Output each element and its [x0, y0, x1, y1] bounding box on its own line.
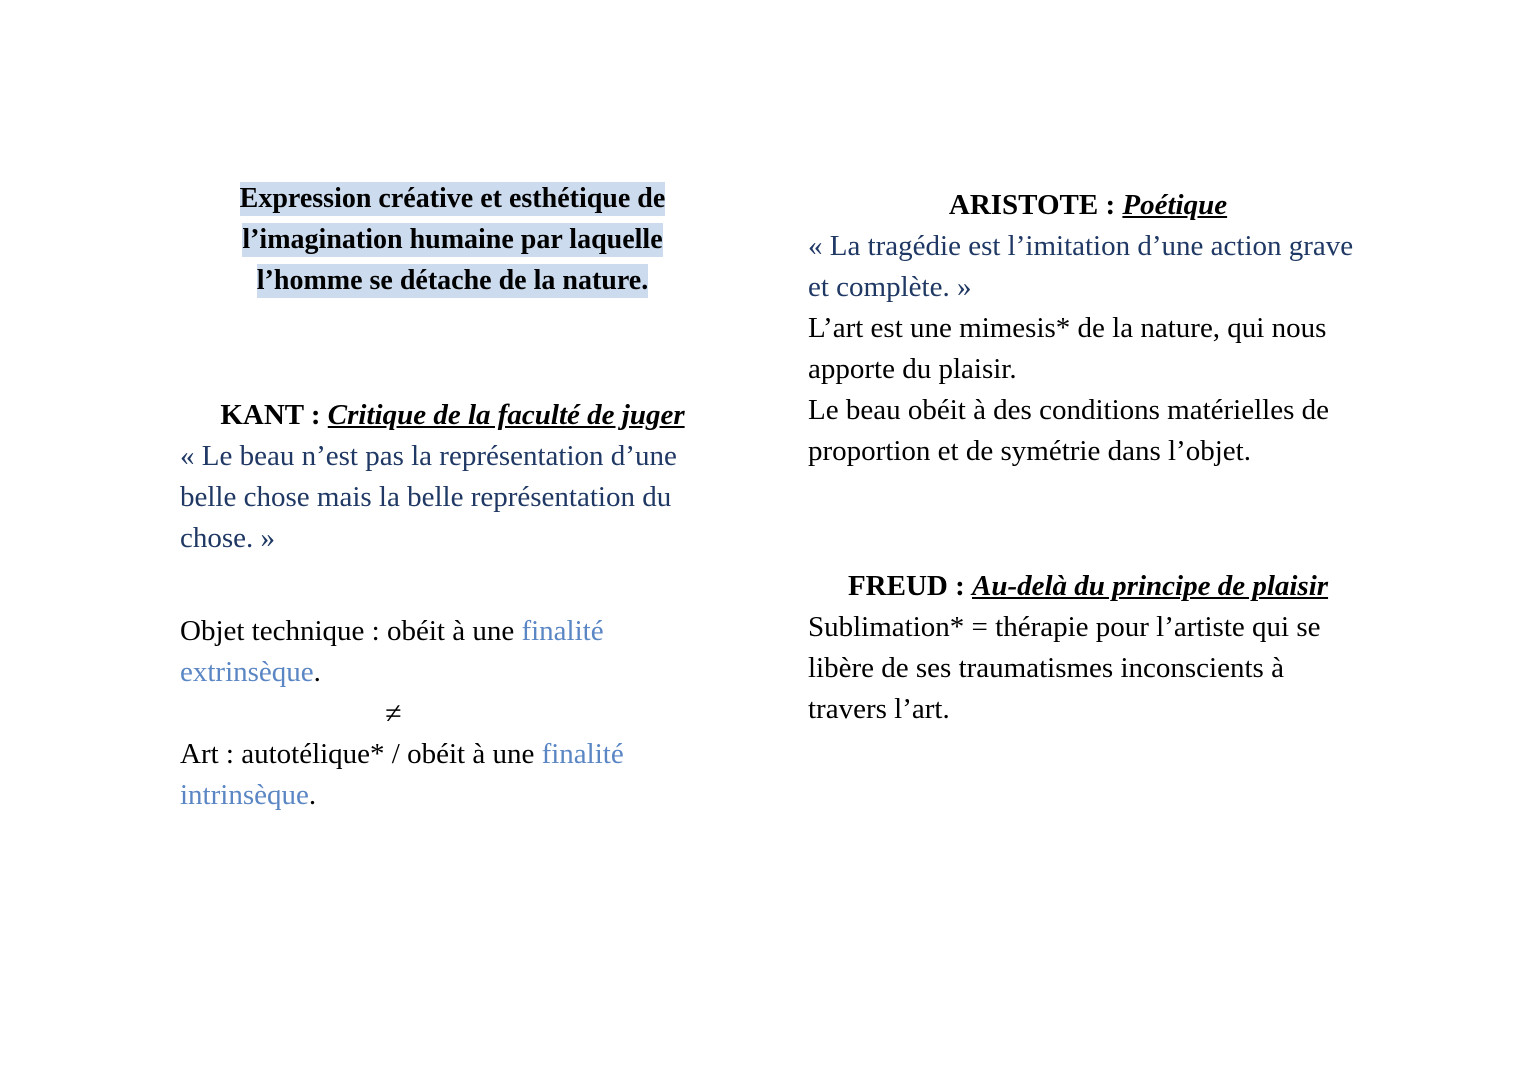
- aristote-author-label: ARISTOTE :: [948, 189, 1116, 221]
- finality-intrinsic-term: finalité intrinsèque: [180, 738, 624, 811]
- freud-section: [808, 566, 1368, 730]
- technical-object-prefix: Objet technique : obéit à une: [180, 615, 522, 647]
- spacer: [808, 544, 1368, 566]
- aristote-work-title: Poétique: [1122, 189, 1228, 221]
- spacer: [180, 301, 725, 373]
- freud-note-sublimation: Sublimation* = thérapie pour l’artiste qui se libère de ses traumatismes inconscients à travers l’art.: [808, 611, 1321, 725]
- freud-heading: [808, 566, 1368, 607]
- art-finality-line: [180, 734, 725, 816]
- left-column: [180, 178, 725, 816]
- kant-quote: « Le beau n’est pas la représentation d’une belle chose mais la belle représentation du chose. »: [180, 440, 677, 554]
- kant-heading: [180, 395, 725, 436]
- freud-author-label: FREUD :: [847, 570, 965, 602]
- right-column: [808, 185, 1368, 730]
- definition-line-1-text: Expression créative et esthétique de: [239, 183, 666, 214]
- kant-author-label: KANT :: [220, 399, 321, 431]
- technical-object-suffix: .: [313, 656, 321, 688]
- finality-comparison-block: [180, 611, 725, 816]
- spacer: [180, 601, 725, 611]
- art-prefix: Art : autotélique* / obéit à une: [180, 738, 542, 770]
- spacer: [180, 373, 725, 395]
- definition-line-2: [180, 219, 725, 260]
- aristote-note-beauty: Le beau obéit à des conditions matérielles de proportion et de symétrie dans l’objet.: [808, 394, 1330, 467]
- finality-extrinsic-term: finalité extrinsèque: [180, 615, 604, 688]
- kant-section: [180, 395, 725, 559]
- spacer: [180, 559, 725, 601]
- aristote-note-mimesis: L’art est une mimesis* de la nature, qui nous apporte du plaisir.: [808, 312, 1327, 385]
- aristote-section: [808, 185, 1368, 472]
- definition-line-3-text: l’homme se détache de la nature.: [256, 265, 649, 296]
- aristote-heading: [808, 185, 1368, 226]
- aristote-quote: « La tragédie est l’imitation d’une action grave et complète. »: [808, 230, 1354, 303]
- definition-line-1: [180, 178, 725, 219]
- spacer: [808, 472, 1368, 544]
- freud-work-title: Au-delà du principe de plaisir: [971, 570, 1329, 602]
- kant-work-title: Critique de la faculté de juger: [327, 399, 685, 431]
- art-suffix: .: [308, 779, 317, 811]
- art-definition-block: [180, 178, 725, 301]
- not-equal-symbol: ≠: [385, 697, 402, 730]
- technical-object-line: [180, 611, 725, 693]
- definition-line-3: [180, 260, 725, 301]
- definition-line-2-text: l’imagination humaine par laquelle: [242, 224, 663, 255]
